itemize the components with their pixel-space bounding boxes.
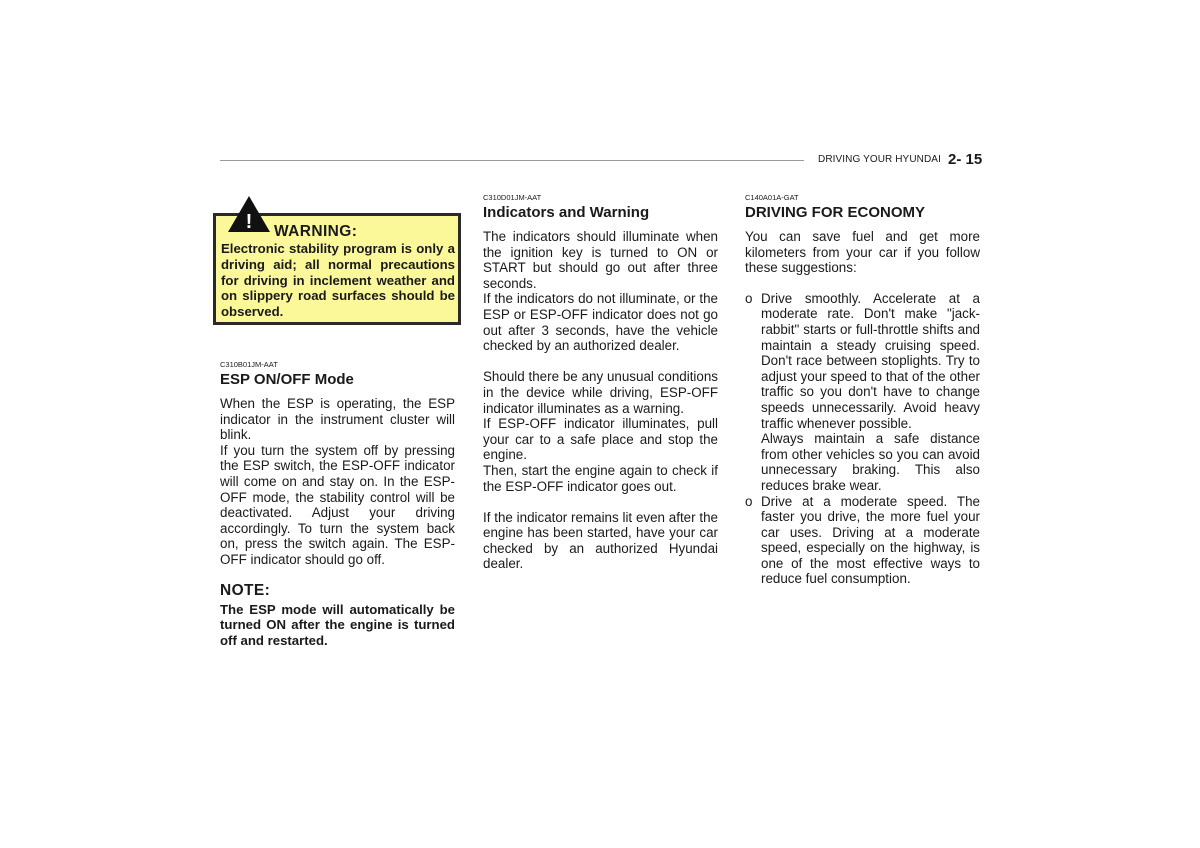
paragraph: The indicators should illuminate when the ignition key is turned to ON or START but should go out after three seconds. [483, 229, 718, 291]
paragraph: If the indicators do not illuminate, or the ESP or ESP-OFF indicator does not go out after 3 seconds, have the vehicle checked by an authorized dealer. [483, 291, 718, 354]
section-heading: ESP ON/OFF Mode [220, 371, 354, 388]
warning-text: Electronic stability program is only a driving aid; all normal precautions for driving in inclement weather and on slippery road surfaces should be observed. [221, 241, 455, 320]
warning-box [213, 213, 461, 325]
section-code: C310B01JM-AAT [220, 360, 278, 369]
paragraph: Then, start the engine again to check if the ESP-OFF indicator goes out. [483, 462, 718, 494]
list-item-text: Always maintain a safe distance from other vehicles so you can avoid unnecessary braking. This also reduces brake wear. [761, 431, 980, 493]
paragraph: If ESP-OFF indicator illuminates, pull your car to a safe place and stop the engine. [483, 416, 718, 463]
paragraph: You can save fuel and get more kilometers from your car if you follow these suggestions: [745, 229, 980, 276]
esp-mode-section [220, 360, 455, 648]
note-title: NOTE: [220, 581, 271, 599]
running-header: DRIVING YOUR HYUNDAI [818, 154, 941, 165]
indicators-section [483, 193, 718, 572]
suggestion-list [745, 291, 980, 587]
page-number: 2- 15 [948, 151, 983, 168]
section-heading: Indicators and Warning [483, 204, 650, 221]
paragraph: Should there be any unusual conditions in the device while driving, ESP-OFF indicator illuminates as a warning. [483, 369, 718, 416]
section-heading: DRIVING FOR ECONOMY [745, 204, 926, 221]
section-code: C140A01A-GAT [745, 193, 799, 202]
header-rule [220, 160, 804, 161]
section-code: C310D01JM-AAT [483, 193, 542, 202]
warning-glyph: ! [245, 211, 253, 233]
list-item [745, 494, 980, 588]
warning-title: WARNING: [274, 223, 358, 240]
economy-section [745, 193, 980, 587]
list-item [745, 291, 980, 494]
bullet-mark: o [745, 493, 753, 509]
bullet-mark: o [745, 290, 753, 306]
paragraph: When the ESP is operating, the ESP indicator in the instrument cluster will blink. [220, 396, 455, 443]
warning-triangle-icon [226, 194, 272, 234]
list-item-text: Drive at a moderate speed. The faster you drive, the more fuel your car uses. Driving at a moderate speed, especially on the highway, is one of the most effective ways to reduce fuel consumption. [761, 493, 980, 587]
note-text: The ESP mode will automatically be turned ON after the engine is turned off and restarted. [220, 601, 455, 648]
paragraph: If the indicator remains lit even after the engine has been started, have your car checked by an authorized Hyundai dealer. [483, 509, 718, 572]
list-item-text: Drive smoothly. Accelerate at a moderate rate. Don't make "jack-rabbit" starts or full-throttle shifts and maintain a steady cruising speed. Don't race between stoplights. Try to adjust your speed to that of the other traffic so you don't have to change speeds unnecessarily. Avoid heavy traffic whenever possible. [761, 290, 980, 431]
paragraph: If you turn the system off by pressing the ESP switch, the ESP-OFF indicator will come on and stay on. In the ESP-OFF mode, the stability control will be deactivated. Adjust your driving accordingly. To turn the system back on, press the switch again. The ESP-OFF indicator should go off. [220, 442, 455, 567]
